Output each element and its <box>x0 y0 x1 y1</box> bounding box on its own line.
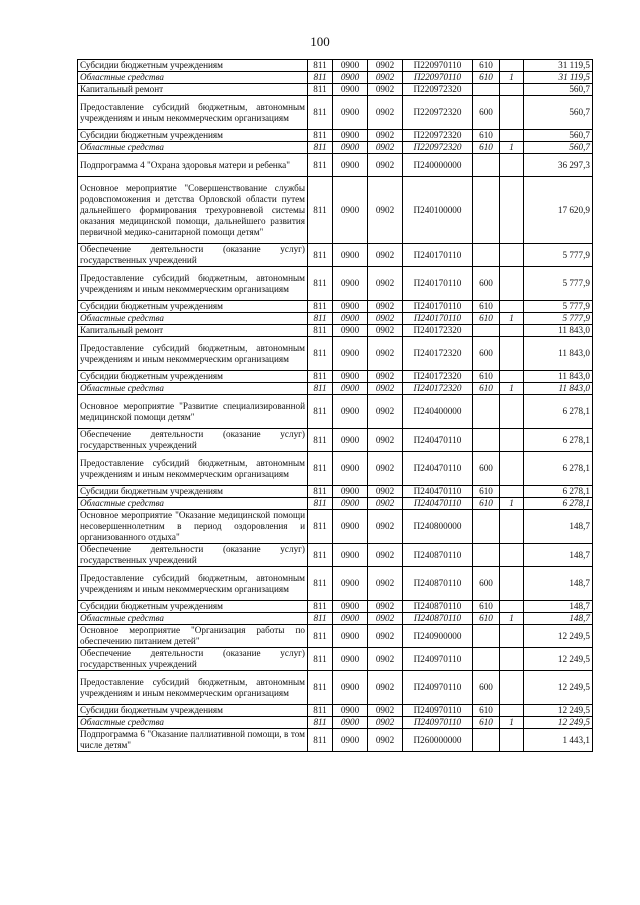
expense-type-code: 610 <box>473 717 500 729</box>
ministry-code: 811 <box>308 154 333 177</box>
ministry-code: 811 <box>308 625 333 648</box>
table-row <box>78 544 593 567</box>
section-code: 0900 <box>333 130 368 142</box>
ministry-code: 811 <box>308 717 333 729</box>
subsection-code: 0902 <box>368 395 403 429</box>
ministry-code: 811 <box>308 337 333 371</box>
expense-type-code: 600 <box>473 267 500 301</box>
item-name: Обеспечение деятельности (оказание услуг) государственных учреждений <box>78 244 308 267</box>
item-name: Областные средства <box>78 142 308 154</box>
amount: 12 249,5 <box>524 648 593 671</box>
subsection-code: 0902 <box>368 452 403 486</box>
ministry-code: 811 <box>308 486 333 498</box>
item-name: Обеспечение деятельности (оказание услуг) государственных учреждений <box>78 648 308 671</box>
item-name: Областные средства <box>78 383 308 395</box>
table-row <box>78 486 593 498</box>
section-code: 0900 <box>333 84 368 96</box>
ministry-code: 811 <box>308 130 333 142</box>
section-code: 0900 <box>333 671 368 705</box>
target-article-code: П240400000 <box>403 395 473 429</box>
table-row <box>78 371 593 383</box>
subsection-code: 0902 <box>368 613 403 625</box>
funding-source-code: 1 <box>500 717 524 729</box>
section-code: 0900 <box>333 301 368 313</box>
budget-table <box>77 59 593 752</box>
section-code: 0900 <box>333 429 368 452</box>
section-code: 0900 <box>333 177 368 244</box>
item-name: Областные средства <box>78 613 308 625</box>
section-code: 0900 <box>333 244 368 267</box>
section-code: 0900 <box>333 567 368 601</box>
ministry-code: 811 <box>308 325 333 337</box>
ministry-code: 811 <box>308 72 333 84</box>
ministry-code: 811 <box>308 244 333 267</box>
section-code: 0900 <box>333 313 368 325</box>
amount: 11 843,0 <box>524 325 593 337</box>
subsection-code: 0902 <box>368 671 403 705</box>
table-row <box>78 498 593 510</box>
funding-source-code <box>500 154 524 177</box>
amount: 6 278,1 <box>524 429 593 452</box>
amount: 5 777,9 <box>524 244 593 267</box>
subsection-code: 0902 <box>368 142 403 154</box>
table-row <box>78 510 593 544</box>
funding-source-code <box>500 705 524 717</box>
target-article-code: П240870110 <box>403 601 473 613</box>
ministry-code: 811 <box>308 177 333 244</box>
item-name: Областные средства <box>78 498 308 510</box>
item-name: Субсидии бюджетным учреждениям <box>78 601 308 613</box>
amount: 12 249,5 <box>524 705 593 717</box>
amount: 17 620,9 <box>524 177 593 244</box>
section-code: 0900 <box>333 72 368 84</box>
ministry-code: 811 <box>308 729 333 752</box>
ministry-code: 811 <box>308 84 333 96</box>
table-row <box>78 395 593 429</box>
subsection-code: 0902 <box>368 498 403 510</box>
ministry-code: 811 <box>308 498 333 510</box>
target-article-code: П220972320 <box>403 96 473 130</box>
funding-source-code <box>500 395 524 429</box>
table-row <box>78 729 593 752</box>
table-row <box>78 154 593 177</box>
subsection-code: 0902 <box>368 301 403 313</box>
item-name: Субсидии бюджетным учреждениям <box>78 486 308 498</box>
funding-source-code <box>500 96 524 130</box>
amount: 560,7 <box>524 84 593 96</box>
expense-type-code: 610 <box>473 72 500 84</box>
ministry-code: 811 <box>308 142 333 154</box>
ministry-code: 811 <box>308 429 333 452</box>
table-row <box>78 383 593 395</box>
funding-source-code <box>500 177 524 244</box>
section-code: 0900 <box>333 648 368 671</box>
ministry-code: 811 <box>308 671 333 705</box>
funding-source-code <box>500 244 524 267</box>
amount: 560,7 <box>524 130 593 142</box>
ministry-code: 811 <box>308 395 333 429</box>
amount: 6 278,1 <box>524 486 593 498</box>
funding-source-code <box>500 567 524 601</box>
item-name: Областные средства <box>78 313 308 325</box>
funding-source-code <box>500 429 524 452</box>
item-name: Предоставление субсидий бюджетным, автономным учреждениям и иным некоммерческим организациям <box>78 337 308 371</box>
section-code: 0900 <box>333 60 368 72</box>
item-name: Подпрограмма 6 "Оказание паллиативной помощи, в том числе детям" <box>78 729 308 752</box>
subsection-code: 0902 <box>368 84 403 96</box>
funding-source-code <box>500 544 524 567</box>
ministry-code: 811 <box>308 544 333 567</box>
item-name: Обеспечение деятельности (оказание услуг) государственных учреждений <box>78 429 308 452</box>
section-code: 0900 <box>333 337 368 371</box>
amount: 12 249,5 <box>524 625 593 648</box>
ministry-code: 811 <box>308 96 333 130</box>
target-article-code: П240170110 <box>403 267 473 301</box>
subsection-code: 0902 <box>368 154 403 177</box>
item-name: Предоставление субсидий бюджетным, автономным учреждениям и иным некоммерческим организациям <box>78 96 308 130</box>
expense-type-code: 610 <box>473 130 500 142</box>
target-article-code: П240970110 <box>403 671 473 705</box>
table-row <box>78 325 593 337</box>
subsection-code: 0902 <box>368 486 403 498</box>
target-article-code: П240172320 <box>403 383 473 395</box>
target-article-code: П240870110 <box>403 544 473 567</box>
item-name: Предоставление субсидий бюджетным, автономным учреждениям и иным некоммерческим организациям <box>78 567 308 601</box>
expense-type-code: 610 <box>473 313 500 325</box>
subsection-code: 0902 <box>368 371 403 383</box>
table-row <box>78 452 593 486</box>
table-row <box>78 429 593 452</box>
table-row <box>78 601 593 613</box>
section-code: 0900 <box>333 486 368 498</box>
section-code: 0900 <box>333 705 368 717</box>
ministry-code: 811 <box>308 313 333 325</box>
expense-type-code: 610 <box>473 613 500 625</box>
subsection-code: 0902 <box>368 72 403 84</box>
table-row <box>78 613 593 625</box>
subsection-code: 0902 <box>368 383 403 395</box>
subsection-code: 0902 <box>368 705 403 717</box>
table-row <box>78 625 593 648</box>
section-code: 0900 <box>333 544 368 567</box>
target-article-code: П240970110 <box>403 705 473 717</box>
funding-source-code <box>500 337 524 371</box>
amount: 31 119,5 <box>524 60 593 72</box>
funding-source-code <box>500 729 524 752</box>
subsection-code: 0902 <box>368 429 403 452</box>
expense-type-code <box>473 325 500 337</box>
table-row <box>78 177 593 244</box>
item-name: Капитальный ремонт <box>78 84 308 96</box>
item-name: Субсидии бюджетным учреждениям <box>78 130 308 142</box>
table-row <box>78 705 593 717</box>
target-article-code: П240870110 <box>403 567 473 601</box>
target-article-code: П240470110 <box>403 498 473 510</box>
target-article-code: П260000000 <box>403 729 473 752</box>
section-code: 0900 <box>333 395 368 429</box>
amount: 560,7 <box>524 142 593 154</box>
ministry-code: 811 <box>308 510 333 544</box>
expense-type-code <box>473 625 500 648</box>
expense-type-code <box>473 154 500 177</box>
ministry-code: 811 <box>308 567 333 601</box>
page-number: 100 <box>310 34 330 49</box>
item-name: Субсидии бюджетным учреждениям <box>78 60 308 72</box>
table-row <box>78 130 593 142</box>
table-row <box>78 717 593 729</box>
subsection-code: 0902 <box>368 625 403 648</box>
ministry-code: 811 <box>308 267 333 301</box>
amount: 148,7 <box>524 510 593 544</box>
table-row <box>78 60 593 72</box>
expense-type-code <box>473 544 500 567</box>
section-code: 0900 <box>333 371 368 383</box>
item-name: Предоставление субсидий бюджетным, автономным учреждениям и иным некоммерческим организациям <box>78 671 308 705</box>
subsection-code: 0902 <box>368 601 403 613</box>
subsection-code: 0902 <box>368 325 403 337</box>
amount: 6 278,1 <box>524 498 593 510</box>
expense-type-code: 600 <box>473 671 500 705</box>
ministry-code: 811 <box>308 371 333 383</box>
section-code: 0900 <box>333 267 368 301</box>
target-article-code: П240800000 <box>403 510 473 544</box>
section-code: 0900 <box>333 498 368 510</box>
subsection-code: 0902 <box>368 267 403 301</box>
item-name: Предоставление субсидий бюджетным, автономным учреждениям и иным некоммерческим организациям <box>78 267 308 301</box>
subsection-code: 0902 <box>368 244 403 267</box>
amount: 148,7 <box>524 567 593 601</box>
item-name: Капитальный ремонт <box>78 325 308 337</box>
subsection-code: 0902 <box>368 567 403 601</box>
target-article-code: П220970110 <box>403 72 473 84</box>
item-name: Субсидии бюджетным учреждениям <box>78 371 308 383</box>
subsection-code: 0902 <box>368 510 403 544</box>
subsection-code: 0902 <box>368 130 403 142</box>
amount: 5 777,9 <box>524 301 593 313</box>
expense-type-code: 600 <box>473 96 500 130</box>
target-article-code: П240170110 <box>403 301 473 313</box>
ministry-code: 811 <box>308 705 333 717</box>
section-code: 0900 <box>333 96 368 130</box>
item-name: Обеспечение деятельности (оказание услуг) государственных учреждений <box>78 544 308 567</box>
table-row <box>78 671 593 705</box>
section-code: 0900 <box>333 729 368 752</box>
item-name: Областные средства <box>78 717 308 729</box>
amount: 148,7 <box>524 613 593 625</box>
subsection-code: 0902 <box>368 648 403 671</box>
target-article-code: П240970110 <box>403 717 473 729</box>
table-row <box>78 72 593 84</box>
amount: 11 843,0 <box>524 371 593 383</box>
target-article-code: П240000000 <box>403 154 473 177</box>
subsection-code: 0902 <box>368 96 403 130</box>
target-article-code: П240470110 <box>403 486 473 498</box>
amount: 6 278,1 <box>524 452 593 486</box>
expense-type-code <box>473 177 500 244</box>
table-row <box>78 301 593 313</box>
amount: 148,7 <box>524 544 593 567</box>
table-row <box>78 244 593 267</box>
expense-type-code <box>473 729 500 752</box>
funding-source-code <box>500 371 524 383</box>
amount: 36 297,3 <box>524 154 593 177</box>
amount: 148,7 <box>524 601 593 613</box>
item-name: Областные средства <box>78 72 308 84</box>
item-name: Основное мероприятие "Организация работы по обеспечению питанием детей" <box>78 625 308 648</box>
amount: 12 249,5 <box>524 717 593 729</box>
expense-type-code: 600 <box>473 452 500 486</box>
table-row <box>78 313 593 325</box>
target-article-code: П240172320 <box>403 371 473 383</box>
expense-type-code: 610 <box>473 60 500 72</box>
target-article-code: П220972320 <box>403 84 473 96</box>
expense-type-code <box>473 510 500 544</box>
section-code: 0900 <box>333 625 368 648</box>
expense-type-code <box>473 429 500 452</box>
funding-source-code <box>500 452 524 486</box>
item-name: Предоставление субсидий бюджетным, автономным учреждениям и иным некоммерческим организациям <box>78 452 308 486</box>
ministry-code: 811 <box>308 601 333 613</box>
funding-source-code <box>500 486 524 498</box>
section-code: 0900 <box>333 601 368 613</box>
funding-source-code <box>500 325 524 337</box>
subsection-code: 0902 <box>368 729 403 752</box>
expense-type-code: 610 <box>473 498 500 510</box>
funding-source-code: 1 <box>500 313 524 325</box>
target-article-code: П240172320 <box>403 325 473 337</box>
funding-source-code <box>500 267 524 301</box>
item-name: Основное мероприятие "Совершенствование службы родовспоможения и детства Орловской области путем дальнейшего формирования трехуровневой системы оказания медицинской помощи, дальнейшего развития первичной медико-санитарной помощи детям" <box>78 177 308 244</box>
item-name: Субсидии бюджетным учреждениям <box>78 301 308 313</box>
table-row <box>78 337 593 371</box>
funding-source-code <box>500 601 524 613</box>
section-code: 0900 <box>333 717 368 729</box>
funding-source-code <box>500 130 524 142</box>
item-name: Основное мероприятие "Развитие специализированной медицинской помощи детям" <box>78 395 308 429</box>
target-article-code: П240470110 <box>403 452 473 486</box>
table-row <box>78 567 593 601</box>
amount: 5 777,9 <box>524 267 593 301</box>
section-code: 0900 <box>333 383 368 395</box>
section-code: 0900 <box>333 142 368 154</box>
target-article-code: П240170110 <box>403 244 473 267</box>
item-name: Субсидии бюджетным учреждениям <box>78 705 308 717</box>
ministry-code: 811 <box>308 613 333 625</box>
funding-source-code <box>500 60 524 72</box>
expense-type-code: 610 <box>473 371 500 383</box>
expense-type-code: 610 <box>473 142 500 154</box>
ministry-code: 811 <box>308 60 333 72</box>
subsection-code: 0902 <box>368 60 403 72</box>
funding-source-code <box>500 301 524 313</box>
subsection-code: 0902 <box>368 717 403 729</box>
subsection-code: 0902 <box>368 544 403 567</box>
expense-type-code: 610 <box>473 301 500 313</box>
expense-type-code <box>473 395 500 429</box>
funding-source-code: 1 <box>500 72 524 84</box>
expense-type-code: 610 <box>473 601 500 613</box>
section-code: 0900 <box>333 325 368 337</box>
subsection-code: 0902 <box>368 313 403 325</box>
funding-source-code <box>500 510 524 544</box>
table-row <box>78 96 593 130</box>
amount: 12 249,5 <box>524 671 593 705</box>
expense-type-code: 610 <box>473 705 500 717</box>
target-article-code: П220972320 <box>403 142 473 154</box>
target-article-code: П240900000 <box>403 625 473 648</box>
expense-type-code <box>473 648 500 671</box>
expense-type-code: 600 <box>473 567 500 601</box>
funding-source-code <box>500 84 524 96</box>
target-article-code: П240870110 <box>403 613 473 625</box>
ministry-code: 811 <box>308 383 333 395</box>
funding-source-code: 1 <box>500 383 524 395</box>
target-article-code: П220972320 <box>403 130 473 142</box>
amount: 11 843,0 <box>524 383 593 395</box>
section-code: 0900 <box>333 452 368 486</box>
funding-source-code <box>500 625 524 648</box>
target-article-code: П240172320 <box>403 337 473 371</box>
section-code: 0900 <box>333 613 368 625</box>
amount: 6 278,1 <box>524 395 593 429</box>
section-code: 0900 <box>333 510 368 544</box>
funding-source-code: 1 <box>500 142 524 154</box>
target-article-code: П240100000 <box>403 177 473 244</box>
table-row <box>78 84 593 96</box>
expense-type-code: 610 <box>473 486 500 498</box>
target-article-code: П220970110 <box>403 60 473 72</box>
item-name: Подпрограмма 4 "Охрана здоровья матери и ребенка" <box>78 154 308 177</box>
funding-source-code <box>500 671 524 705</box>
amount: 5 777,9 <box>524 313 593 325</box>
expense-type-code <box>473 84 500 96</box>
item-name: Основное мероприятие "Оказание медицинской помощи несовершеннолетним в период оздоровления и организованного отдыха" <box>78 510 308 544</box>
funding-source-code: 1 <box>500 498 524 510</box>
ministry-code: 811 <box>308 301 333 313</box>
table-row <box>78 142 593 154</box>
target-article-code: П240170110 <box>403 313 473 325</box>
table-row <box>78 648 593 671</box>
target-article-code: П240470110 <box>403 429 473 452</box>
amount: 560,7 <box>524 96 593 130</box>
funding-source-code <box>500 648 524 671</box>
amount: 1 443,1 <box>524 729 593 752</box>
ministry-code: 811 <box>308 452 333 486</box>
target-article-code: П240970110 <box>403 648 473 671</box>
expense-type-code: 600 <box>473 337 500 371</box>
subsection-code: 0902 <box>368 177 403 244</box>
ministry-code: 811 <box>308 648 333 671</box>
expense-type-code: 610 <box>473 383 500 395</box>
subsection-code: 0902 <box>368 337 403 371</box>
amount: 31 119,5 <box>524 72 593 84</box>
section-code: 0900 <box>333 154 368 177</box>
table-row <box>78 267 593 301</box>
expense-type-code <box>473 244 500 267</box>
funding-source-code: 1 <box>500 613 524 625</box>
amount: 11 843,0 <box>524 337 593 371</box>
